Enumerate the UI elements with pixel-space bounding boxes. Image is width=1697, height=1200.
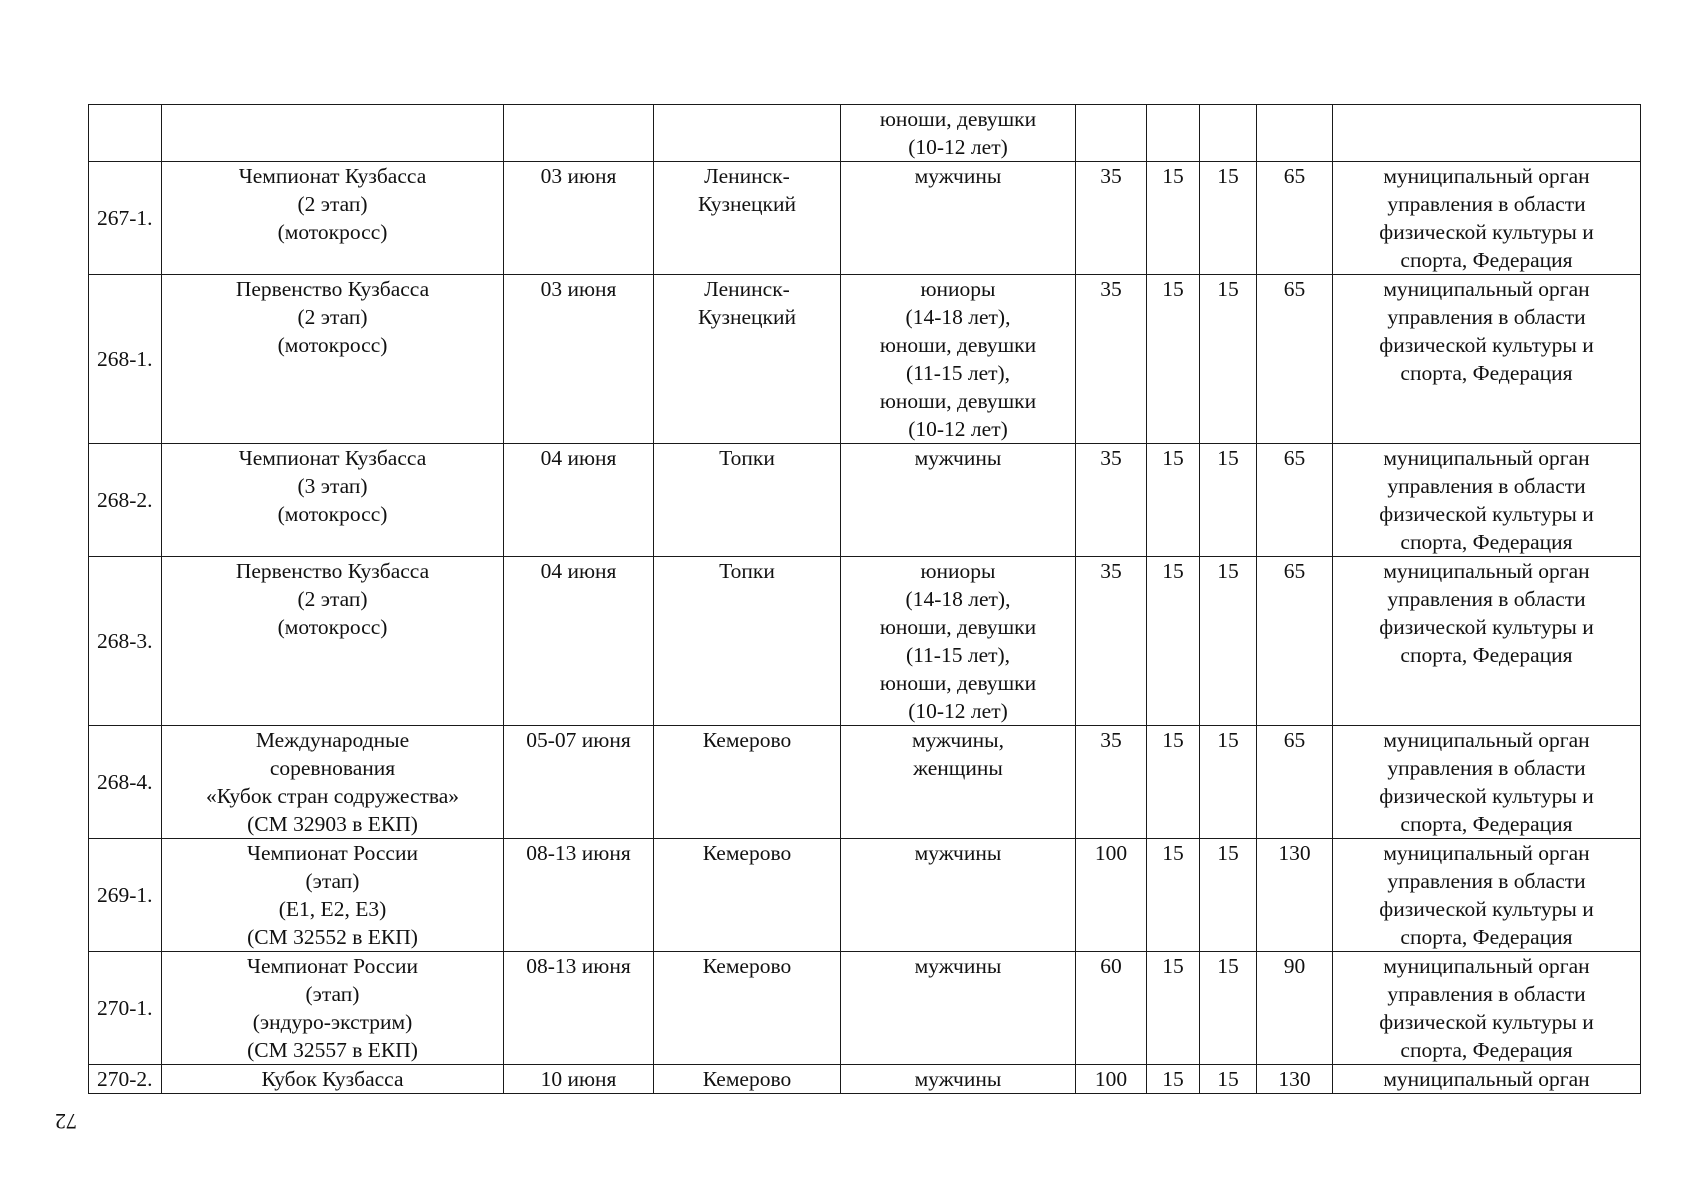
table-row — [89, 952, 1641, 1065]
event-organizer: муниципальный орган управления в области физической культуры и спорта, Федерация — [1333, 952, 1641, 1065]
event-name: Кубок Кузбасса — [162, 1065, 504, 1094]
event-date: 10 июня — [504, 1065, 654, 1094]
event-name — [162, 105, 504, 162]
event-date: 08-13 июня — [504, 952, 654, 1065]
event-participants: мужчины — [841, 952, 1076, 1065]
count-col-1: 35 — [1076, 557, 1147, 726]
count-col-2: 15 — [1147, 839, 1200, 952]
event-place: Кемерово — [654, 726, 841, 839]
table-row — [89, 162, 1641, 275]
count-col-2: 15 — [1147, 952, 1200, 1065]
event-place: Кемерово — [654, 952, 841, 1065]
event-participants: мужчины — [841, 839, 1076, 952]
table-row — [89, 275, 1641, 444]
count-col-1: 35 — [1076, 726, 1147, 839]
count-total: 65 — [1257, 726, 1333, 839]
event-place: Кемерово — [654, 839, 841, 952]
count-col-3: 15 — [1200, 726, 1257, 839]
count-total: 65 — [1257, 162, 1333, 275]
event-name: Международные соревнования «Кубок стран содружества» (СМ 32903 в ЕКП) — [162, 726, 504, 839]
event-participants: мужчины — [841, 162, 1076, 275]
row-number: 268-1. — [89, 275, 162, 444]
row-number: 268-4. — [89, 726, 162, 839]
count-col-3 — [1200, 105, 1257, 162]
row-number: 268-2. — [89, 444, 162, 557]
count-col-2: 15 — [1147, 726, 1200, 839]
event-organizer: муниципальный орган управления в области физической культуры и спорта, Федерация — [1333, 275, 1641, 444]
count-col-3: 15 — [1200, 162, 1257, 275]
event-participants: мужчины — [841, 444, 1076, 557]
count-total: 90 — [1257, 952, 1333, 1065]
event-participants: юниоры (14-18 лет), юноши, девушки (11-15 лет), юноши, девушки (10-12 лет) — [841, 275, 1076, 444]
event-name: Первенство Кузбасса (2 этап) (мотокросс) — [162, 557, 504, 726]
event-name: Первенство Кузбасса (2 этап) (мотокросс) — [162, 275, 504, 444]
count-col-2: 15 — [1147, 557, 1200, 726]
count-col-3: 15 — [1200, 839, 1257, 952]
count-col-2: 15 — [1147, 275, 1200, 444]
count-col-3: 15 — [1200, 444, 1257, 557]
count-col-1: 60 — [1076, 952, 1147, 1065]
row-number: 267-1. — [89, 162, 162, 275]
event-date: 03 июня — [504, 275, 654, 444]
event-organizer: муниципальный орган управления в области физической культуры и спорта, Федерация — [1333, 839, 1641, 952]
event-participants: юноши, девушки (10-12 лет) — [841, 105, 1076, 162]
event-name: Чемпионат Кузбасса (3 этап) (мотокросс) — [162, 444, 504, 557]
event-place: Ленинск- Кузнецкий — [654, 162, 841, 275]
event-organizer: муниципальный орган управления в области физической культуры и спорта, Федерация — [1333, 726, 1641, 839]
count-total: 65 — [1257, 275, 1333, 444]
event-date: 08-13 июня — [504, 839, 654, 952]
event-place: Топки — [654, 444, 841, 557]
event-place: Кемерово — [654, 1065, 841, 1094]
event-organizer: муниципальный орган управления в области физической культуры и спорта, Федерация — [1333, 444, 1641, 557]
event-name: Чемпионат России (этап) (эндуро-экстрим) (СМ 32557 в ЕКП) — [162, 952, 504, 1065]
count-total: 65 — [1257, 444, 1333, 557]
count-total: 130 — [1257, 1065, 1333, 1094]
event-date: 04 июня — [504, 557, 654, 726]
event-participants: мужчины, женщины — [841, 726, 1076, 839]
count-col-1: 35 — [1076, 162, 1147, 275]
event-date: 04 июня — [504, 444, 654, 557]
event-organizer — [1333, 105, 1641, 162]
count-col-3: 15 — [1200, 1065, 1257, 1094]
event-organizer: муниципальный орган управления в области физической культуры и спорта, Федерация — [1333, 162, 1641, 275]
row-number: 270-1. — [89, 952, 162, 1065]
event-date — [504, 105, 654, 162]
count-col-2: 15 — [1147, 162, 1200, 275]
event-name: Чемпионат Кузбасса (2 этап) (мотокросс) — [162, 162, 504, 275]
event-date: 03 июня — [504, 162, 654, 275]
row-number — [89, 105, 162, 162]
count-col-2: 15 — [1147, 444, 1200, 557]
count-col-1: 100 — [1076, 839, 1147, 952]
event-participants: мужчины — [841, 1065, 1076, 1094]
count-total: 65 — [1257, 557, 1333, 726]
row-number: 270-2. — [89, 1065, 162, 1094]
event-name: Чемпионат России (этап) (Е1, Е2, Е3) (СМ 32552 в ЕКП) — [162, 839, 504, 952]
events-table — [88, 104, 1641, 1094]
count-col-3: 15 — [1200, 275, 1257, 444]
event-date: 05-07 июня — [504, 726, 654, 839]
event-participants: юниоры (14-18 лет), юноши, девушки (11-15 лет), юноши, девушки (10-12 лет) — [841, 557, 1076, 726]
event-organizer: муниципальный орган управления в области физической культуры и спорта, Федерация — [1333, 557, 1641, 726]
table-row — [89, 105, 1641, 162]
count-col-3: 15 — [1200, 557, 1257, 726]
event-place — [654, 105, 841, 162]
table-row — [89, 557, 1641, 726]
event-place: Топки — [654, 557, 841, 726]
count-col-1: 35 — [1076, 275, 1147, 444]
count-total: 130 — [1257, 839, 1333, 952]
table-row — [89, 726, 1641, 839]
count-col-1: 35 — [1076, 444, 1147, 557]
count-col-1 — [1076, 105, 1147, 162]
table-row — [89, 444, 1641, 557]
count-col-3: 15 — [1200, 952, 1257, 1065]
count-col-1: 100 — [1076, 1065, 1147, 1094]
event-place: Ленинск- Кузнецкий — [654, 275, 841, 444]
count-total — [1257, 105, 1333, 162]
count-col-2: 15 — [1147, 1065, 1200, 1094]
page-number: 72 — [55, 1109, 77, 1134]
table-row — [89, 839, 1641, 952]
row-number: 268-3. — [89, 557, 162, 726]
row-number: 269-1. — [89, 839, 162, 952]
event-organizer: муниципальный орган — [1333, 1065, 1641, 1094]
table-row — [89, 1065, 1641, 1094]
count-col-2 — [1147, 105, 1200, 162]
